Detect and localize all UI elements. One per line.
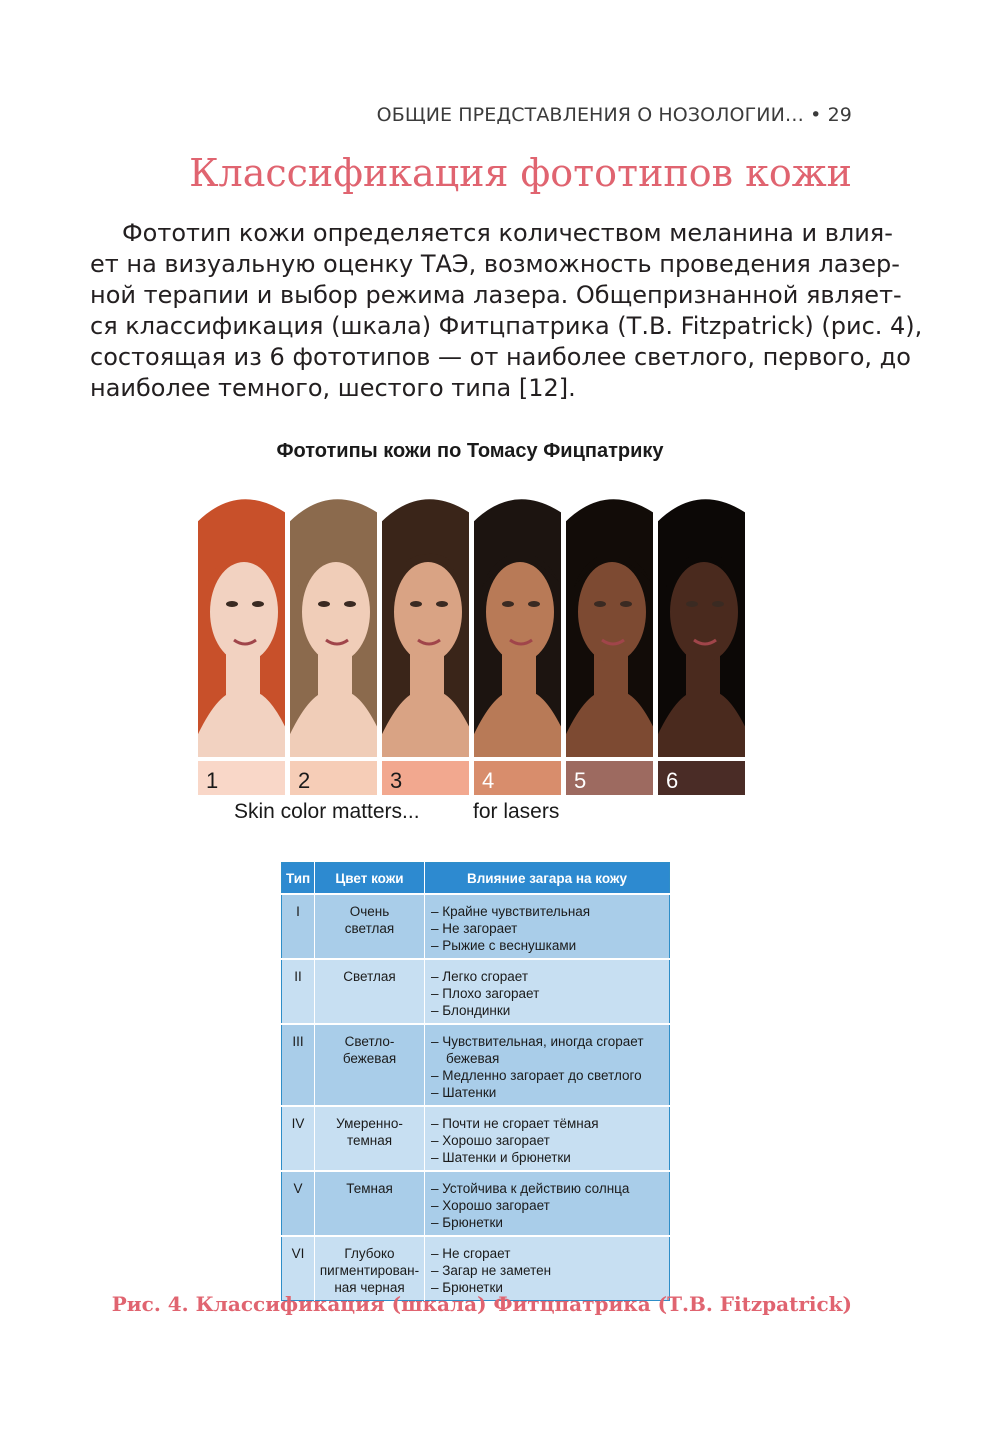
- cell-type: I: [282, 894, 315, 959]
- cell-type: III: [282, 1024, 315, 1106]
- table-row: [282, 1106, 670, 1171]
- header-tan-effect: Влияние загара на кожу: [425, 863, 670, 895]
- color-swatch: [474, 761, 561, 795]
- swatch-number: 4: [482, 768, 495, 793]
- tan-effect-line: – Шатенки и брюнетки: [431, 1150, 571, 1165]
- tan-effect-line: бежевая: [446, 1051, 500, 1066]
- cell-type: IV: [282, 1106, 315, 1171]
- skin-color-line: Очень: [349, 904, 390, 919]
- table-row: [282, 959, 670, 1024]
- tan-effect-line: – Хорошо загорает: [431, 1133, 550, 1148]
- skin-color-scale: [198, 761, 745, 795]
- lead-line: Фототип кожи определяется количеством меланина и влия-: [122, 219, 893, 247]
- cell-skin-color: [315, 1024, 425, 1106]
- color-swatch: [658, 761, 745, 795]
- cell-skin-color: [315, 1106, 425, 1171]
- figure-subtitle-right: for lasers: [473, 800, 560, 823]
- tan-effect-line: – Шатенки: [431, 1085, 497, 1100]
- tan-effect-line: – Плохо загорает: [431, 986, 540, 1001]
- skin-color-line: Темная: [346, 1181, 393, 1196]
- tan-effect-line: – Блондинки: [431, 1003, 511, 1018]
- portrait-phototype-6: [658, 492, 745, 757]
- cell-tan-effect: [425, 1171, 670, 1236]
- lead-line: состоящая из 6 фототипов — от наиболее светлого, первого, до: [90, 343, 911, 371]
- cell-type: II: [282, 959, 315, 1024]
- cell-tan-effect: [425, 959, 670, 1024]
- skin-color-line: светлая: [344, 921, 395, 936]
- skin-color-line: Глубоко: [344, 1246, 395, 1261]
- header-skin-color: Цвет кожи: [315, 863, 425, 895]
- portrait-phototype-4: [474, 492, 561, 757]
- phototype-table: [281, 862, 670, 1301]
- cell-tan-effect: [425, 1024, 670, 1106]
- lead-paragraph: [90, 218, 923, 404]
- cell-skin-color: [315, 894, 425, 959]
- tan-effect-line: – Загар не заметен: [431, 1263, 552, 1278]
- table-row: [282, 1236, 670, 1301]
- swatch-number: 1: [206, 768, 219, 793]
- running-head: ОБЩИЕ ПРЕДСТАВЛЕНИЯ О НОЗОЛОГИИ… • 29: [376, 104, 852, 126]
- cell-tan-effect: [425, 1236, 670, 1301]
- figure-title: Фототипы кожи по Томасу Фицпатрику: [276, 440, 664, 462]
- color-swatch: [566, 761, 653, 795]
- tan-effect-line: – Медленно загорает до светлого: [431, 1068, 642, 1083]
- tan-effect-line: – Хорошо загорает: [431, 1198, 550, 1213]
- table-header-row: [282, 863, 670, 895]
- tan-effect-line: – Почти не сгорает тёмная: [431, 1116, 599, 1131]
- tan-effect-line: – Устойчива к действию солнца: [431, 1181, 630, 1196]
- cell-tan-effect: [425, 894, 670, 959]
- table-body: [282, 894, 670, 1301]
- lead-line: ной терапии и выбор режима лазера. Общепризнанной являет-: [90, 281, 902, 309]
- skin-color-line: пигментирован-: [319, 1263, 420, 1278]
- cell-type: VI: [282, 1236, 315, 1301]
- page-title: Классификация фототипов кожи: [189, 151, 852, 195]
- cell-type: V: [282, 1171, 315, 1236]
- skin-color-line: Умеренно-: [336, 1116, 403, 1131]
- tan-effect-line: – Крайне чувствительная: [431, 904, 591, 919]
- tan-effect-line: – Брюнетки: [431, 1280, 503, 1295]
- color-swatch: [198, 761, 285, 795]
- portrait-phototype-3: [382, 492, 469, 757]
- lead-line: ся классификация (шкала) Фитцпатрика (Т.В. Fitzpatrick) (рис. 4),: [90, 312, 923, 340]
- cell-skin-color: [315, 1236, 425, 1301]
- portrait-phototype-1: [198, 492, 285, 757]
- swatch-number: 5: [574, 768, 587, 793]
- skin-color-line: ная черная: [334, 1280, 405, 1295]
- swatch-number: 3: [390, 768, 403, 793]
- figure-subtitle-left: Skin color matters...: [234, 800, 420, 823]
- cell-skin-color: [315, 1171, 425, 1236]
- portrait-strip: [198, 492, 745, 757]
- header-type: Тип: [282, 863, 315, 895]
- lead-line: наиболее темного, шестого типа [12].: [90, 374, 576, 402]
- swatch-number: 6: [666, 768, 679, 793]
- color-swatch: [290, 761, 377, 795]
- tan-effect-line: – Не сгорает: [431, 1246, 511, 1261]
- tan-effect-line: – Легко сгорает: [431, 969, 529, 984]
- cell-skin-color: [315, 959, 425, 1024]
- table-row: [282, 1024, 670, 1106]
- tan-effect-line: – Чувствительная, иногда сгорает: [431, 1034, 644, 1049]
- table-row: [282, 1171, 670, 1236]
- swatch-number: 2: [298, 768, 311, 793]
- lead-line: ет на визуальную оценку ТАЭ, возможность проведения лазер-: [90, 250, 900, 278]
- figure-caption: Рис. 4. Классификация (шкала) Фитцпатрика (Т.В. Fitzpatrick): [111, 1292, 852, 1316]
- portrait-phototype-2: [290, 492, 377, 757]
- table-row: [282, 894, 670, 959]
- portrait-phototype-5: [566, 492, 653, 757]
- tan-effect-line: – Не загорает: [431, 921, 518, 936]
- color-swatch: [382, 761, 469, 795]
- cell-tan-effect: [425, 1106, 670, 1171]
- skin-color-line: темная: [346, 1133, 393, 1148]
- skin-color-line: Светло-: [344, 1034, 395, 1049]
- tan-effect-line: – Рыжие с веснушками: [431, 938, 577, 953]
- tan-effect-line: – Брюнетки: [431, 1215, 503, 1230]
- skin-color-line: Светлая: [343, 969, 396, 984]
- skin-color-line: бежевая: [342, 1051, 397, 1066]
